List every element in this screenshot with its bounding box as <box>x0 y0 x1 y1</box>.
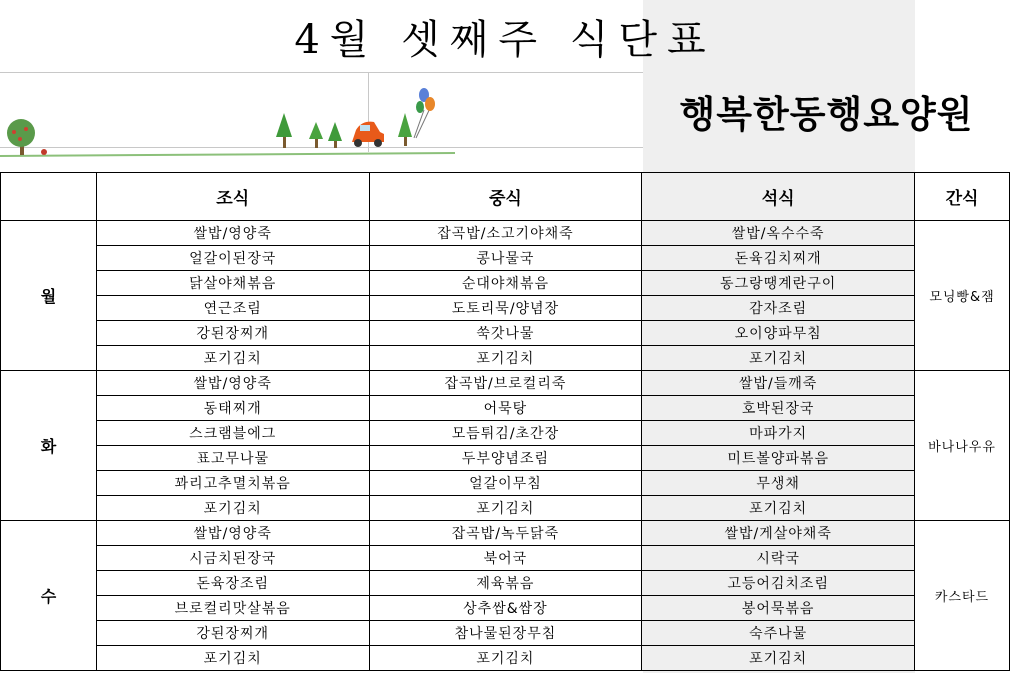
menu-row <box>1 471 1010 496</box>
menu-row <box>1 621 1010 646</box>
menu-row <box>1 596 1010 621</box>
balloons-icon <box>414 88 435 138</box>
dinner-item: 포기김치 <box>642 346 915 371</box>
lunch-item: 제육볶음 <box>369 571 642 596</box>
tree-icon <box>276 113 412 148</box>
lunch-item: 포기김치 <box>369 496 642 521</box>
lunch-item: 잡곡밥/소고기야채죽 <box>369 221 642 246</box>
organization-name: 행복한동행요양원 <box>679 93 974 136</box>
dinner-item: 돈육김치찌개 <box>642 246 915 271</box>
dinner-item: 미트볼양파볶음 <box>642 446 915 471</box>
menu-row <box>1 646 1010 671</box>
breakfast-item: 돈육장조림 <box>96 571 369 596</box>
snack-item: 바나나우유 <box>915 371 1010 521</box>
day-header <box>1 173 97 221</box>
lunch-item: 콩나물국 <box>369 246 642 271</box>
lunch-item: 상추쌈&쌈장 <box>369 596 642 621</box>
breakfast-item: 브로컬리맛살볶음 <box>96 596 369 621</box>
lunch-item: 포기김치 <box>369 646 642 671</box>
snack-item: 모닝빵&잼 <box>915 221 1010 371</box>
breakfast-header: 조식 <box>96 173 369 221</box>
car-icon <box>352 122 384 147</box>
header-row <box>1 173 1010 221</box>
menu-row <box>1 346 1010 371</box>
lunch-item: 도토리묵/양념장 <box>369 296 642 321</box>
menu-row <box>1 221 1010 246</box>
menu-row <box>1 546 1010 571</box>
dinner-item: 감자조림 <box>642 296 915 321</box>
lunch-item: 얼갈이무침 <box>369 471 642 496</box>
breakfast-item: 얼갈이된장국 <box>96 246 369 271</box>
menu-body <box>1 221 1010 671</box>
menu-table <box>0 172 1010 671</box>
lunch-item: 참나물된장무침 <box>369 621 642 646</box>
dinner-item: 쌀밥/들깨죽 <box>642 371 915 396</box>
lunch-item: 쑥갓나물 <box>369 321 642 346</box>
breakfast-item: 포기김치 <box>96 346 369 371</box>
lunch-item: 순대야채볶음 <box>369 271 642 296</box>
day-label: 월 <box>1 221 97 371</box>
breakfast-item: 연근조림 <box>96 296 369 321</box>
dinner-item: 숙주나물 <box>642 621 915 646</box>
menu-row <box>1 296 1010 321</box>
breakfast-item: 강된장찌개 <box>96 321 369 346</box>
title-divider <box>0 72 643 73</box>
lunch-item: 두부양념조림 <box>369 446 642 471</box>
menu-row <box>1 271 1010 296</box>
dinner-item: 포기김치 <box>642 646 915 671</box>
menu-row <box>1 521 1010 546</box>
dinner-item: 동그랑땡계란구이 <box>642 271 915 296</box>
breakfast-item: 쌀밥/영양죽 <box>96 521 369 546</box>
menu-row <box>1 396 1010 421</box>
lunch-item: 어묵탕 <box>369 396 642 421</box>
page-title: 4월 셋째주 식단표 <box>294 17 716 63</box>
apple-tree-icon <box>7 119 47 155</box>
breakfast-item: 동태찌개 <box>96 396 369 421</box>
menu-row <box>1 321 1010 346</box>
breakfast-item: 쌀밥/영양죽 <box>96 221 369 246</box>
dinner-item: 쌀밥/게살야채죽 <box>642 521 915 546</box>
dinner-item: 무생채 <box>642 471 915 496</box>
menu-row <box>1 571 1010 596</box>
dinner-item: 호박된장국 <box>642 396 915 421</box>
dinner-header: 석식 <box>642 173 915 221</box>
lunch-item: 잡곡밥/브로컬리죽 <box>369 371 642 396</box>
dinner-item: 쌀밥/옥수수죽 <box>642 221 915 246</box>
breakfast-item: 꽈리고추멸치볶음 <box>96 471 369 496</box>
snack-header: 간식 <box>915 173 1010 221</box>
decorative-scene <box>0 80 460 160</box>
lunch-item: 모듬튀김/초간장 <box>369 421 642 446</box>
dinner-item: 포기김치 <box>642 496 915 521</box>
breakfast-item: 강된장찌개 <box>96 621 369 646</box>
breakfast-item: 시금치된장국 <box>96 546 369 571</box>
breakfast-item: 포기김치 <box>96 496 369 521</box>
breakfast-item: 쌀밥/영양죽 <box>96 371 369 396</box>
lunch-item: 잡곡밥/녹두닭죽 <box>369 521 642 546</box>
breakfast-item: 표고무나물 <box>96 446 369 471</box>
dinner-item: 고등어김치조림 <box>642 571 915 596</box>
menu-row <box>1 496 1010 521</box>
breakfast-item: 닭살야채볶음 <box>96 271 369 296</box>
dinner-item: 시락국 <box>642 546 915 571</box>
menu-row <box>1 446 1010 471</box>
dinner-item: 봉어묵볶음 <box>642 596 915 621</box>
breakfast-item: 스크램블에그 <box>96 421 369 446</box>
dinner-item: 오이양파무침 <box>642 321 915 346</box>
day-label: 화 <box>1 371 97 521</box>
snack-item: 카스타드 <box>915 521 1010 671</box>
breakfast-item: 포기김치 <box>96 646 369 671</box>
dinner-item: 마파가지 <box>642 421 915 446</box>
lunch-item: 포기김치 <box>369 346 642 371</box>
menu-row <box>1 371 1010 396</box>
lunch-header: 중식 <box>369 173 642 221</box>
menu-row <box>1 421 1010 446</box>
menu-row <box>1 246 1010 271</box>
lunch-item: 북어국 <box>369 546 642 571</box>
day-label: 수 <box>1 521 97 671</box>
